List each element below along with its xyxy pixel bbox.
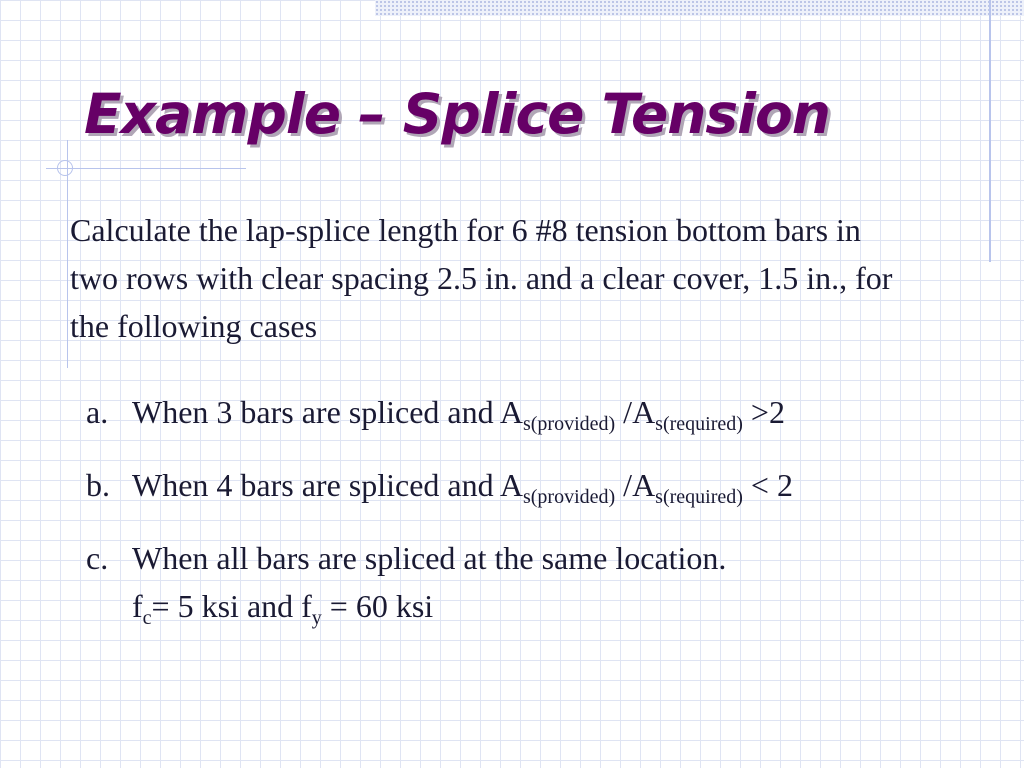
subscript-y: y (311, 607, 322, 629)
case-text-ratio: /A (615, 394, 656, 430)
case-text (132, 461, 1006, 509)
case-text (132, 388, 1006, 436)
subscript-provided: s(provided) (522, 486, 616, 508)
case-item-b (86, 461, 1006, 509)
subscript-c: c (142, 607, 152, 629)
case-marker: b. (86, 467, 110, 503)
case-list (86, 388, 1006, 655)
slide-title: Example – Splice Tension (84, 82, 830, 146)
decorative-title-underline (46, 168, 246, 169)
case-text-main: When 3 bars are spliced and A (132, 394, 523, 430)
case-text-ratio: /A (615, 467, 656, 503)
decorative-top-band (375, 0, 1024, 16)
subscript-required: s(required) (655, 486, 743, 508)
case-text-condition: < 2 (742, 467, 793, 503)
case-text-condition: >2 (742, 394, 785, 430)
case-text-main: When 4 bars are spliced and A (132, 467, 523, 503)
problem-statement: Calculate the lap-splice length for 6 #8 tension bottom bars in two rows with clear spacing 2.5 in. and a clear cover, 1.5 in., for the following cases (70, 212, 893, 344)
subscript-required: s(required) (655, 413, 743, 435)
case-text (132, 534, 1006, 630)
case-item-a (86, 388, 1006, 436)
decorative-vertical-line-right (989, 0, 991, 262)
decorative-corner-circle (57, 160, 73, 176)
case-item-c (86, 534, 1006, 630)
fc-value: = 5 ksi and f (151, 588, 312, 624)
case-marker: c. (86, 540, 109, 576)
case-marker: a. (86, 394, 109, 430)
fc-symbol: f (132, 588, 143, 624)
fy-value: = 60 ksi (321, 588, 434, 624)
subscript-provided: s(provided) (522, 413, 616, 435)
case-text-main: When all bars are spliced at the same location. (132, 540, 727, 576)
